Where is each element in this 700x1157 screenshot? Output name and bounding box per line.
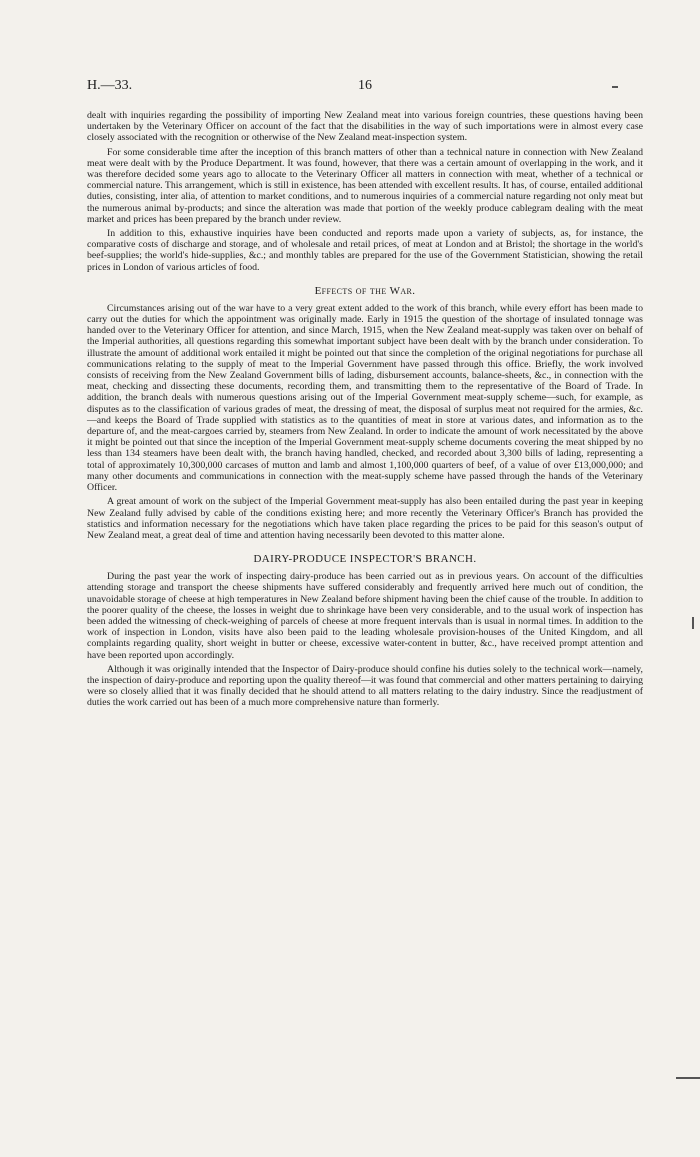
dairy-section-heading: DAIRY-PRODUCE INSPECTOR'S BRANCH.: [253, 553, 477, 566]
war-paragraph-1: Circumstances arising out of the war have to a very great extent added to the work of this branch, while every effort has been made to carry out the duties for which the appointment was originally made. Early in 1915 the question of the shortage of insulated tonnage was handed over to the Veterinary Officer for attention, and since March, 1915, when the New Zealand meat-supply was taken over on behalf of the Imperial authorities, all questions regarding this somewhat important subject have been dealt with by the branch under consideration. To illustrate the amount of additional work entailed it might be pointed out that since the completion of the original negotiations for purchase all communications relating to the supply of meat to the Imperial Government have passed through this office. Briefly, the work involved consists of receiving from the New Zealand Government bills of lading, disbursement accounts, balance-sheets, &c., in connection with the meat, checking and dissecting these documents, recording them, and transmitting them to the representative of the Board of Trade. In addition, the branch deals with numerous questions arising out of the Imperial Government meat-supply scheme—such, for example, as disputes as to the classification of various grades of meat, the dressing of meat, the disposal of surplus meat not required for the armies, &c.—and keeps the Board of Trade supplied with statistics as to the quantities of meat in store at various dates, and information as to the departure of, and the meat-cargoes carried by, steamers from New Zealand. In order to indicate the amount of work necessitated by the above it might be pointed out that since the inception of the Imperial Government meat-supply scheme documents covering the meat shipped by no less than 134 steamers have been dealt with, the branch having handled, checked, and recorded about 3,300 bills of lading, representing a total of approximately 10,300,000 carcases of mutton and lamb and almost 1,100,000 quarters of beef, of a value of over £13,000,000; and many other documents and communications in connection with the meat-supply scheme have passed through the hands of the Veterinary Officer.: [87, 302, 643, 494]
scan-mark-middle: [692, 617, 694, 629]
war-paragraph-2: A great amount of work on the subject of the Imperial Government meat-supply has also been entailed during the past year in keeping New Zealand fully advised by cable of the conditions existing here; and more recently the Veterinary Officer's Branch has provided the statistics and information necessary for the negotiations which have taken place regarding the prices to be paid for this season's output of New Zealand meat, a great deal of time and attention having necessarily been devoted to this matter alone.: [87, 496, 643, 541]
dairy-paragraph-2: Although it was originally intended that the Inspector of Dairy-produce should confine his duties solely to the technical work—namely, the inspection of dairy-produce and reporting upon the quality thereof—it was found that commercial and other matters pertaining to dairying were so closely allied that it was finally decided that he should attend to all matters relating to the dairy industry. Since the readjustment of duties the work carried out has been of a much more comprehensive nature than formerly.: [87, 663, 643, 709]
page-header: [87, 78, 643, 100]
war-section-heading: Effects of the War.: [314, 284, 416, 297]
document-page: [87, 78, 643, 712]
scan-mark-top: [612, 86, 618, 88]
intro-paragraph-2: For some considerable time after the inception of this branch matters of other than a technical nature in connection with New Zealand meat were dealt with by the Produce Department. It was found, however, that there was a certain amount of overlapping in the work, and it was therefore decided some years ago to allocate to the Veterinary Officer all matters in connection with meat, whether of a technical or commercial nature. This arrangement, which is still in existence, has been attended with excellent results. It has, of course, entailed additional duties, consisting, inter alia, of attention to market conditions, and to numerous inquiries of a commercial nature regarding not only meat but the numerous animal by-products; and since the alteration was made that portion of the weekly produce cablegram dealing with the meat market and prices has been prepared by the branch under review.: [87, 146, 643, 225]
intro-paragraph-3: In addition to this, exhaustive inquiries have been conducted and reports made upon a variety of subjects, as, for instance, the comparative costs of discharge and storage, and of wholesale and retail prices, of meat at London and at Bristol; the shortage in the world's beef-supplies; the world's hide-supplies, &c.; and monthly tables are prepared for the use of the Government Statistician, showing the retail prices in London of various articles of food.: [87, 228, 643, 273]
dairy-paragraph-1: During the past year the work of inspecting dairy-produce has been carried out as in previous years. On account of the difficulties attending storage and transport the cheese shipments have suffered considerably and frequently arrived here much out of condition, the unavoidable storage of cheese at high temperatures in New Zealand before shipment having been the chief cause of the trouble. In addition to the poorer quality of the cheese, the losses in weight due to shrinkage have been very considerable, and to the usual work of inspection has been added the witnessing of check-weighing of parcels of cheese at more frequent intervals than is usual in normal times. In addition to the work of inspection in London, visits have also been paid to the leading wholesale provision-houses of the United Kingdom, and all complaints regarding quality, short weight in butter or cheese, excessive water-content in butter, &c., have received prompt attention and have been reported upon accordingly.: [87, 571, 643, 661]
document-reference: H.—33.: [87, 78, 133, 93]
page-content: [87, 110, 643, 709]
intro-paragraph-1: dealt with inquiries regarding the possibility of importing New Zealand meat into various foreign countries, these questions having been undertaken by the Veterinary Officer on account of the fact that the disabilities in the way of such importations were in almost every case closely associated with the recognition or otherwise of the New Zealand meat-inspection system.: [87, 110, 643, 144]
page-number: 16: [358, 78, 372, 93]
scan-mark-bottom: [676, 1077, 700, 1079]
